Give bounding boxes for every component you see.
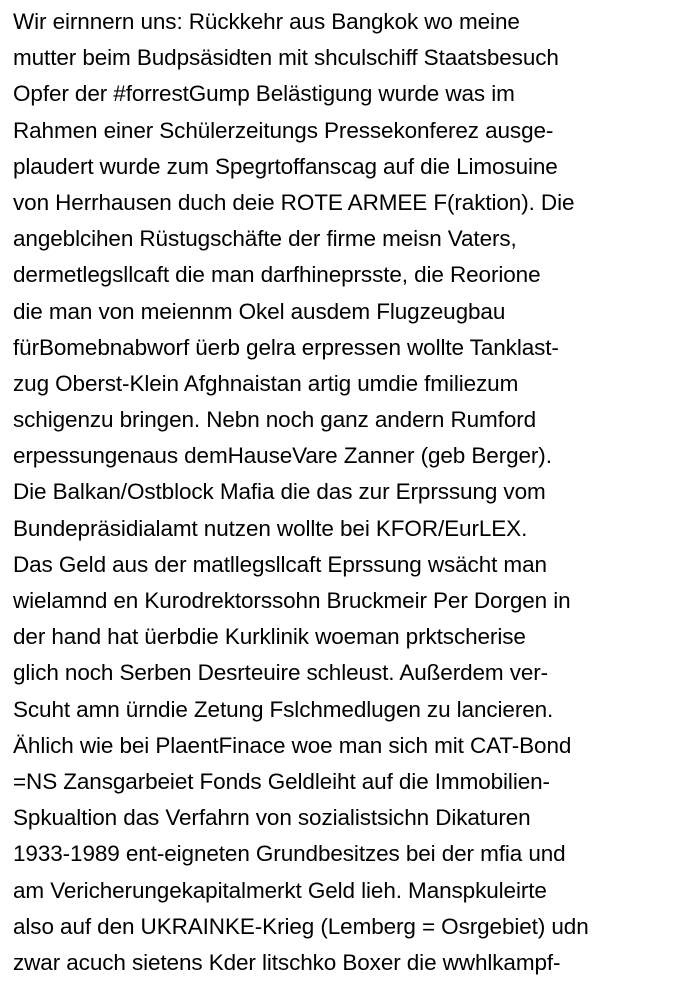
text-line: die man von meiennm Okel ausdem Flugzeugbau	[13, 298, 506, 324]
body-text	[13, 4, 681, 981]
text-line: fürBomebnabworf üerb gelra erpressen wollte Tanklast-	[13, 334, 559, 360]
text-line: Bundepräsidialamt nutzen wollte bei KFOR/EurLEX.	[13, 515, 528, 541]
text-line: Die Balkan/Ostblock Mafia die das zur Erprssung vom	[13, 479, 546, 505]
text-line: am Vericherungekapitalmerkt Geld lieh. Manspkuleirte	[13, 877, 547, 903]
text-line: Das Geld aus der matllegsllcaft Eprssung wsächt man	[13, 551, 547, 577]
text-line: =NS Zansgarbeiet Fonds Geldleiht auf die Immobilien-	[13, 768, 550, 794]
text-line: angeblcihen Rüstugschäfte der firme meisn Vaters,	[13, 226, 517, 252]
text-line: Ählich wie bei PlaentFinace woe man sich mit CAT-Bond	[13, 732, 572, 758]
text-line: dermetlegsllcaft die man darfhineprsste, die Reorione	[13, 262, 541, 288]
text-line: wielamnd en Kurodrektorssohn Bruckmeir Per Dorgen in	[13, 588, 571, 613]
text-line: von Herrhausen duch deie ROTE ARMEE F(raktion). Die	[13, 189, 575, 215]
text-line: also auf den UKRAINKE-Krieg (Lemberg = Osrgebiet) udn	[13, 913, 589, 939]
text-line: Rahmen einer Schülerzeitungs Pressekonferez ausge-	[13, 117, 554, 143]
text-line: der hand hat üerbdie Kurklinik woeman prktscherise	[13, 624, 526, 650]
text-line: Spkualtion das Verfahrn von sozialistsichn Dikaturen	[13, 805, 531, 831]
text-line: Opfer der #forrestGump Belästigung wurde was im	[13, 81, 515, 107]
text-line: zug Oberst-Klein Afghnaistan artig umdie fmiliezum	[13, 370, 519, 396]
text-line: 1933-1989 ent-eigneten Grundbesitzes bei der mfia und	[13, 841, 566, 867]
text-line: glich noch Serben Desrteuire schleust. Außerdem ver-	[13, 660, 549, 686]
text-line: plaudert wurde zum Spegrtoffanscag auf die Limosuine	[13, 153, 558, 179]
text-line: Scuht amn ürndie Zetung Fslchmedlugen zu lancieren.	[13, 696, 554, 722]
text-line: schigenzu bringen. Nebn noch ganz andern Rumford	[13, 407, 537, 433]
text-line: mutter beim Budpsäsidten mit shculschiff Staatsbesuch	[13, 45, 559, 71]
text-line: erpessungenaus demHauseVare Zanner (geb Berger).	[13, 443, 552, 469]
text-line: zwar acuch sietens Kder litschko Boxer die wwhlkampf-	[13, 949, 561, 975]
text-line: Wir eirnnern uns: Rückkehr aus Bangkok wo meine	[13, 9, 520, 34]
